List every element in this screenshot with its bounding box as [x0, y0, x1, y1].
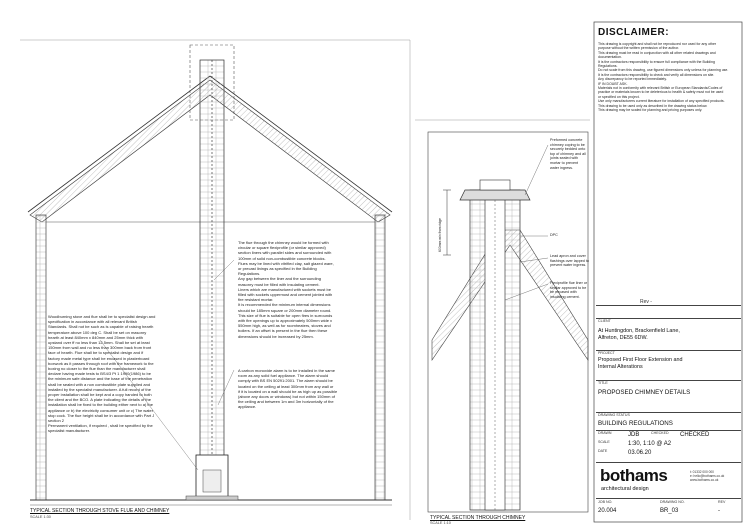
left-scale: SCALE 1:30 [30, 515, 51, 519]
company-tagline: architectural design [601, 486, 649, 492]
date-value: 03.06.20 [628, 450, 652, 456]
co-alarm-note: A carbon monoxide alarm is to be installed in the same room as any solid fuel appliance. The alarm should comply with BS EN 50291:2001. The alarm should be located on the ceiling at least 300mm from any wall or if it is located on a wall should be as high up as possible (above any doors or windows) but not within 150mm of the ceiling and between 1m and 3m horizontally of the appliance. [238, 368, 338, 410]
rev-no-label: REV [718, 500, 726, 504]
drawing-title: PROPOSED CHIMNEY DETAILS [598, 389, 691, 396]
rev-label: Rev - [640, 299, 652, 305]
right-scale: SCALE 1:10 [430, 521, 451, 525]
company-contact: t: 01332 000 000 e: hello@bothams.co.uk www.bothams.co.uk [690, 470, 725, 483]
drawn-value: JDB [628, 432, 640, 438]
dimension-label: 600mm min from ridge [438, 218, 442, 252]
flashing-note: Lead apron and cover flashings over lapped to prevent water ingress. [550, 254, 589, 268]
date-label: DATE [598, 449, 608, 453]
right-caption: TYPICAL SECTION THROUGH CHIMNEY [430, 515, 526, 521]
project-label: PROJECT [598, 351, 615, 355]
checked-value: CHECKED [680, 432, 710, 438]
drawing-status: BUILDING REGULATIONS [598, 420, 673, 427]
rev-no-value: - [718, 508, 720, 514]
status-label: DRAWING STATUS [598, 413, 630, 417]
disclaimer-title: DISCLAIMER: [598, 27, 670, 38]
liner-note: Flexiprofile flue liner or similar approved to be be encased with insulating cement. [550, 281, 588, 299]
drawing-no-label: DRAWING NO. [660, 500, 685, 504]
left-caption: TYPICAL SECTION THROUGH STOVE FLUE AND CHIMNEY [30, 508, 170, 514]
scale-label: SCALE [598, 440, 610, 444]
stove-note: Woodburning stove and flue shall be to specialist design and specification in accordance with all relevant British Standards. Shall not be such as is capable of raising hearth temperature above 100 deg C. Shall be set on masonry hearth at least 840mm x 840mm and 25mm thick with upstand over ff no less than 12.5mm. Shall be set at least 150mm from wall and no less than 300mm back from front face of hearth. Flue shall be to specialist design and if factory made metal type shall be encased in plasterboard boxwork as it passes through roof with the framework to the boxing no closer to the flue than the manufacturer shall declare having made tests to BS4/3 Pt 1 1990(1986) to be the minimum safe distance and the base of the penetration shall be sealed with a non combustible plate supplied and installed by the specialist manufacturer. A full record of the proper installation shall be kept and a copy handed to both the client and the BCO. A plate indicating the details of the installation shall be fixed to the building either next to a) the appliance or b) the electricity consumer unit or c) The water stop cock. The flue height shall be in accordance with Part J section 2 Permanent ventilation, if required , shall be specified by the specialist manufacturer. [48, 314, 156, 434]
job-label: JOB NO. [598, 500, 613, 504]
dpc-note: DPC [550, 233, 558, 237]
client-address: At Huntingdon, Brackenfield Lane, Alfreton, DE55 6DW. [598, 328, 680, 341]
job-value: 20.004 [598, 508, 617, 514]
drawn-label: DRAWN [598, 431, 612, 435]
coping-note: Preformed concrete chimney coping to be securely bedded onto top of chimney and all joints sealed with mortar to prevent water ingress. [550, 138, 586, 170]
checked-label: CHECKED [651, 431, 669, 435]
flue-note: The flue through the chimney would be formed with circular or square flexiprofile (or similar approved) section liners with parallel sides and surrounded with 100mm of solid non-combustible concrete blocks. Flues may be lined with vitrified clay, salt glazed ware, or precast linings as specified in the Building Regulations. Any gap between the liner and the surrounding masonry must be filled with insulating cement. Liners which are manufactured with sockets must be filled with sockets uppermost and cement jointed with fire resistant mortar. It is recommended the minimum internal dimensions should be 185mm square or 200mm diameter round. This size of flue is suitable for open fires in surrounds with fire openings up to approximately 500mm wide x 550mm high, as well as for roomheaters, stoves and boilers. If an offset is present in the flue then these dimensions should be increased by 25mm. [238, 240, 334, 339]
company-logo: bothams [600, 466, 668, 485]
title-label: TITLE [598, 381, 608, 385]
disclaimer-text: This drawing is copyright and shall not be reproduced nor used for any other purpose without the written permission of the author. This drawing must be read in conjunction with all other related drawings and documentation. It is the contractors responsibility to ensure full compliance with the Building Regulations. Do not scale from this drawing, use figured dimensions only unless for planning use. It is the contractors responsibility to check and verify all dimensions on site. Any discrepancy to be reported immediately. IF IN DOUBT ASK. Materials not in conformity with relevant British or European Standards/Codes of practice or materials known to be deleterious to health & safety must not be used or specified on this project. Use only manufacturers current literature for installation of any specified products. This drawing to be used only as described in the drawing status below. This drawing may be scaled for planning and pricing purposes only. [598, 42, 729, 113]
client-label: CLIENT [598, 319, 611, 323]
project-name: Proposed First Floor Extension and Internal Alterations [598, 357, 683, 370]
drawing-no-value: BR_03 [660, 508, 679, 514]
scale-value: 1:30, 1:10 @ A2 [628, 441, 672, 447]
right-section-drawing [428, 132, 588, 512]
